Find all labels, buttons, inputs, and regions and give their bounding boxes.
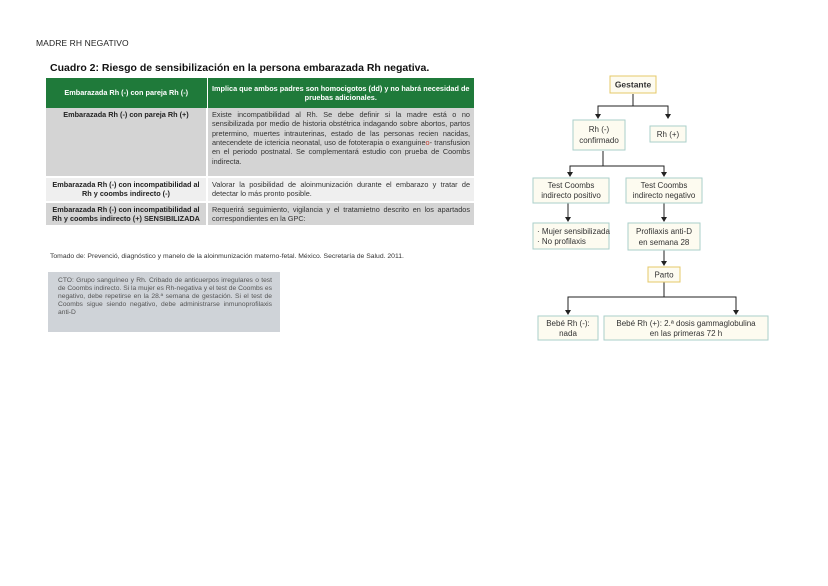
node-rh-negativo-line2: confirmado [579, 136, 619, 145]
cto-note: CTO: Grupo sanguíneo y Rh. Cribado de anticuerpos irregulares o test de Coombs indirecto. Si la mujer es Rh-negativa y el test de Coombs es negativo, debe repetirse en la 28.ª semana de gestación. Si el test de Coombs sigue siendo negativo, debe administrarse inmunoprofilaxis anti-D [48, 272, 280, 332]
table-row [46, 177, 474, 202]
flowchart [530, 70, 780, 350]
node-sensibilizada-line1: · Mujer sensibilizada [537, 227, 610, 236]
node-gestante [610, 76, 656, 93]
node-coombs-negativo-line1: Test Coombs [640, 181, 688, 190]
node-coombs-positivo-line2: indirecto positivo [541, 191, 601, 200]
page-label: MADRE RH NEGATIVO [36, 38, 129, 48]
node-profilaxis [628, 223, 700, 250]
row-label: Embarazada Rh (-) con incompatibilidad al Rh y coombs indirecto (+) SENSIBILIZADA [46, 202, 207, 226]
node-coombs-negativo-line2: indirecto negativo [632, 191, 696, 200]
row-text-highlight: o [425, 137, 430, 147]
header-cell-homocigotos: Implica que ambos padres son homocigotos (dd) y no habrá necesidad de pruebas adicionales. [207, 78, 474, 108]
node-profilaxis-line2: en semana 28 [638, 238, 690, 247]
table-source: Tomado de: Prevenció, diagnóstico y manelo de la aloinmunización materno-fetal. México. Secretaría de Salud. 2011. [50, 253, 404, 260]
header-cell-rh-neg-pair: Embarazada Rh (-) con pareja Rh (-) [46, 78, 207, 108]
row-label: Embarazada Rh (-) con incompatibilidad al Rh y coombs indirecto (-) [46, 177, 207, 202]
node-bebe-negativo-line1: Bebé Rh (-): [546, 319, 590, 328]
row-text: Requerirá seguimiento, vigilancia y el tratamietno descrito en los apartados correspondientes en la GPC: [207, 202, 474, 226]
node-coombs-positivo-line1: Test Coombs [547, 181, 595, 190]
row-text: Valorar la posibilidad de aloinmunización durante el embarazo y tratar de detectar lo más pronto posible. [207, 177, 474, 202]
node-profilaxis-line1: Profilaxis anti-D [635, 227, 693, 236]
table-row [46, 108, 474, 177]
node-rh-negativo [573, 120, 625, 150]
node-rh-positivo-label: Rh (+) [656, 130, 680, 139]
risk-table [46, 78, 474, 225]
node-mujer-sensibilizada [533, 223, 610, 249]
row-text-part: - transfusion en el periodo postnatal. Se complementará estudio con prueba de Coombs indirecta. [212, 137, 470, 166]
node-bebe-rh-negativo [538, 316, 598, 340]
node-sensibilizada-line2: · No profilaxis [537, 237, 586, 246]
row-text [207, 108, 474, 177]
node-rh-positivo [650, 126, 686, 142]
table-title: Cuadro 2: Riesgo de sensibilización en la persona embarazada Rh negativa. [50, 62, 430, 74]
node-rh-negativo-line1: Rh (-) [588, 125, 610, 134]
node-bebe-rh-positivo [604, 316, 768, 340]
node-parto-label: Parto [654, 270, 674, 280]
node-gestante-label: Gestante [614, 79, 652, 90]
node-parto [648, 267, 680, 282]
table-header-row [46, 78, 474, 108]
row-text-part: Existe incompatibilidad al Rh. Se debe definir si la madre está o no sensibilizada por medio de historia obstétrica indagando sobre abortos, partos pretermino, muertes intrauterinas, estado de las personas recien nacidas, antecendete de ictericia neonatal, uso de fototerapia o exanguine [212, 110, 470, 147]
node-coombs-positivo [533, 178, 609, 203]
node-bebe-negativo-line2: nada [559, 329, 577, 338]
node-coombs-negativo [626, 178, 702, 203]
node-bebe-positivo-line2: en las primeras 72 h [649, 329, 723, 338]
node-bebe-positivo-line1: Bebé Rh (+): 2.ª dosis gammaglobulina [616, 319, 756, 328]
table-row [46, 202, 474, 226]
row-label: Embarazada Rh (-) con pareja Rh (+) [46, 108, 207, 177]
